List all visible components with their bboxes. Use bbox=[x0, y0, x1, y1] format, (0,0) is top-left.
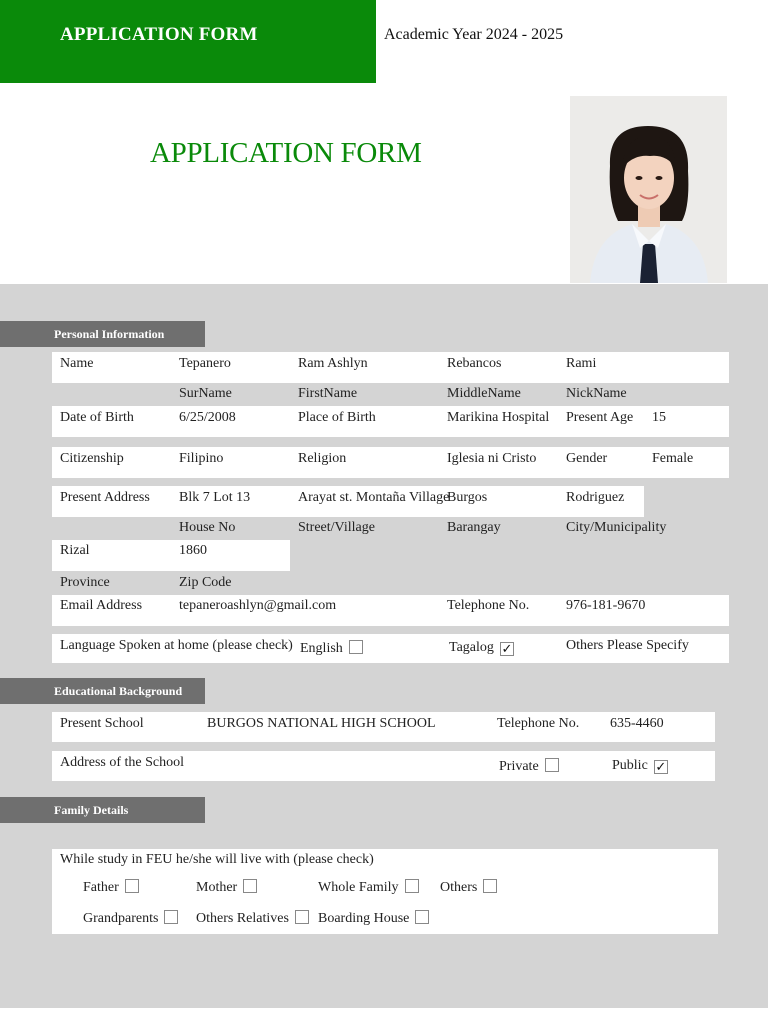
others-option[interactable] bbox=[440, 879, 497, 896]
english-option[interactable] bbox=[300, 640, 363, 657]
public-label: Public bbox=[612, 758, 648, 773]
barangay-caption: Barangay bbox=[447, 520, 501, 535]
whole-family-label: Whole Family bbox=[318, 880, 399, 895]
email-value[interactable]: tepaneroashlyn@gmail.com bbox=[179, 598, 337, 613]
house-no-value[interactable]: Blk 7 Lot 13 bbox=[179, 490, 251, 505]
whole-family-checkbox[interactable] bbox=[405, 879, 419, 893]
academic-year: Academic Year 2024 - 2025 bbox=[384, 26, 564, 43]
mother-checkbox[interactable] bbox=[243, 879, 257, 893]
gender-label: Gender bbox=[566, 451, 608, 466]
gender-value[interactable]: Female bbox=[652, 451, 694, 466]
surname-caption: SurName bbox=[179, 386, 232, 401]
tagalog-option[interactable] bbox=[449, 640, 514, 656]
telephone-value[interactable]: 976-181-9670 bbox=[566, 598, 646, 613]
firstname-value[interactable]: Ram Ashlyn bbox=[298, 356, 368, 371]
others-label: Others bbox=[440, 880, 478, 895]
telephone-label: Telephone No. bbox=[447, 598, 530, 613]
english-label: English bbox=[300, 641, 343, 656]
firstname-caption: FirstName bbox=[298, 386, 358, 401]
private-checkbox[interactable] bbox=[545, 758, 559, 772]
street-caption: Street/Village bbox=[298, 520, 375, 535]
boarding-house-option[interactable] bbox=[318, 910, 429, 927]
other-relatives-option[interactable] bbox=[196, 910, 309, 927]
nickname-caption: NickName bbox=[566, 386, 627, 401]
name-label: Name bbox=[60, 356, 94, 371]
boarding-house-label: Boarding House bbox=[318, 911, 410, 926]
page-title: APPLICATION FORM bbox=[150, 137, 422, 169]
boarding-house-checkbox[interactable] bbox=[415, 910, 429, 924]
header-band-title: APPLICATION FORM bbox=[60, 24, 258, 45]
name-row bbox=[52, 352, 729, 383]
father-checkbox[interactable] bbox=[125, 879, 139, 893]
age-value[interactable]: 15 bbox=[652, 410, 666, 425]
school-label: Present School bbox=[60, 716, 144, 731]
father-label: Father bbox=[83, 880, 119, 895]
school-address-label: Address of the School bbox=[60, 755, 185, 770]
grandparents-option[interactable] bbox=[83, 910, 178, 927]
applicant-photo bbox=[570, 96, 727, 283]
religion-value[interactable]: Iglesia ni Cristo bbox=[447, 451, 537, 466]
other-relatives-label: Others Relatives bbox=[196, 911, 289, 926]
tagalog-label: Tagalog bbox=[449, 640, 494, 655]
school-telephone-label: Telephone No. bbox=[497, 716, 580, 731]
mother-label: Mother bbox=[196, 880, 238, 895]
private-label: Private bbox=[499, 759, 539, 774]
grandparents-label: Grandparents bbox=[83, 911, 159, 926]
section-educational-background: Educational Background bbox=[0, 678, 205, 704]
section-family-details: Family Details bbox=[0, 797, 205, 823]
house-no-caption: House No bbox=[179, 520, 236, 535]
dob-value[interactable]: 6/25/2008 bbox=[179, 410, 236, 425]
religion-label: Religion bbox=[298, 451, 347, 466]
private-option[interactable] bbox=[499, 758, 559, 775]
whole-family-option[interactable] bbox=[318, 879, 419, 896]
section-personal-information: Personal Information bbox=[0, 321, 205, 347]
school-telephone-value[interactable]: 635-4460 bbox=[610, 716, 664, 731]
others-specify-label: Others Please Specify bbox=[566, 638, 689, 653]
public-checkbox[interactable]: ✓ bbox=[655, 759, 667, 774]
others-checkbox[interactable] bbox=[483, 879, 497, 893]
province-value[interactable]: Rizal bbox=[60, 543, 90, 558]
city-caption: City/Municipality bbox=[566, 520, 667, 535]
province-caption: Province bbox=[60, 575, 110, 590]
dob-label: Date of Birth bbox=[60, 410, 134, 425]
citizenship-row bbox=[52, 447, 729, 478]
father-option[interactable] bbox=[83, 879, 139, 896]
zip-caption: Zip Code bbox=[179, 575, 232, 590]
pob-value[interactable]: Marikina Hospital bbox=[447, 410, 550, 425]
public-option[interactable] bbox=[612, 758, 668, 774]
middlename-value[interactable]: Rebancos bbox=[447, 356, 502, 371]
school-value[interactable]: BURGOS NATIONAL HIGH SCHOOL bbox=[207, 716, 436, 731]
surname-value[interactable]: Tepanero bbox=[179, 356, 231, 371]
grandparents-checkbox[interactable] bbox=[164, 910, 178, 924]
pob-label: Place of Birth bbox=[298, 410, 376, 425]
tagalog-checkbox[interactable]: ✓ bbox=[501, 641, 513, 656]
barangay-value[interactable]: Burgos bbox=[447, 490, 488, 505]
email-label: Email Address bbox=[60, 598, 143, 613]
citizenship-label: Citizenship bbox=[60, 451, 124, 466]
language-label: Language Spoken at home (please check) bbox=[60, 638, 293, 653]
other-relatives-checkbox[interactable] bbox=[295, 910, 309, 924]
age-label: Present Age bbox=[566, 410, 634, 425]
street-value[interactable]: Arayat st. Montaña Village bbox=[298, 490, 450, 505]
address-label: Present Address bbox=[60, 490, 150, 505]
mother-option[interactable] bbox=[196, 879, 257, 896]
zip-value[interactable]: 1860 bbox=[179, 543, 207, 558]
city-value[interactable]: Rodriguez bbox=[566, 490, 625, 505]
middlename-caption: MiddleName bbox=[447, 386, 521, 401]
nickname-value[interactable]: Rami bbox=[566, 356, 597, 371]
citizenship-value[interactable]: Filipino bbox=[179, 451, 224, 466]
english-checkbox[interactable] bbox=[349, 640, 363, 654]
family-question: While study in FEU he/she will live with (please check) bbox=[60, 852, 374, 867]
